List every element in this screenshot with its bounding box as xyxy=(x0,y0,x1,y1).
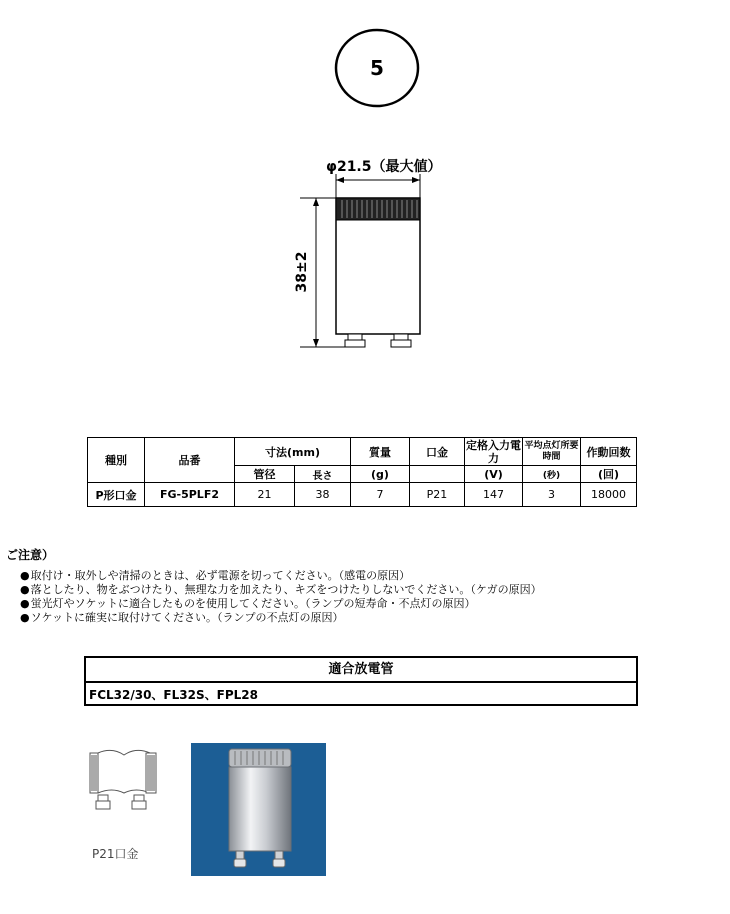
mass-unit: (g) xyxy=(351,466,410,483)
voltage-unit: (V) xyxy=(465,466,523,483)
cell-diameter: 21 xyxy=(235,483,295,507)
diameter-label: φ21.5（最大値） xyxy=(326,159,442,175)
glow-starter-photo-icon xyxy=(191,743,326,876)
cell-length: 38 xyxy=(295,483,351,507)
cell-model: FG-5PLF2 xyxy=(145,483,235,507)
cell-mass: 7 xyxy=(351,483,410,507)
header-dimensions: 寸法(mm) xyxy=(235,438,351,466)
base-unit-blank xyxy=(410,466,465,483)
caution-item: ● 落としたり、物をぶつけたり、無理な力を加えたり、キズをつけたりしないでください。（ケガの原因） xyxy=(20,583,542,597)
header-mass: 質量 xyxy=(351,438,410,466)
caution-item: ● ソケットに確実に取付けてください。（ランプの不点灯の原因） xyxy=(20,611,542,625)
table-row xyxy=(88,483,637,507)
header-rated-voltage: 定格入力電力 xyxy=(466,438,521,465)
header-avg-time: 平均点灯所要時間 xyxy=(523,438,581,466)
caution-title: ご注意） xyxy=(6,548,55,562)
cell-voltage: 147 xyxy=(465,483,523,507)
caution-item: ● 取付け・取外しや清掃のときは、必ず電源を切ってください。（感電の原因） xyxy=(20,569,542,583)
spec-table xyxy=(87,437,637,507)
p21-base-icon xyxy=(84,745,164,825)
header-diameter: 管径 xyxy=(235,466,295,483)
cell-base: P21 xyxy=(410,483,465,507)
header-length: 長さ xyxy=(295,466,351,483)
base-drawing xyxy=(84,745,164,825)
compatible-lamps-box xyxy=(84,656,638,706)
cycles-unit: (回) xyxy=(581,466,637,483)
header-cycles: 作動回数 xyxy=(581,438,637,466)
caution-item: ● 蛍光灯やソケットに適合したものを使用してください。（ランプの短寿命・不点灯の原因） xyxy=(20,597,542,611)
dimension-drawing xyxy=(290,150,460,360)
model-number-badge xyxy=(334,28,420,108)
compatible-lamps-value: FCL32/30、FL32S、FPL28 xyxy=(89,688,258,702)
time-unit: (秒) xyxy=(523,466,581,483)
base-label: P21口金 xyxy=(92,847,139,861)
height-label: 38±2 xyxy=(294,251,310,293)
header-model: 品番 xyxy=(145,438,235,483)
cell-time: 3 xyxy=(523,483,581,507)
badge-number: 5 xyxy=(370,56,384,80)
caution-list xyxy=(20,569,542,625)
cell-type: P形口金 xyxy=(88,483,145,507)
cell-cycles: 18000 xyxy=(581,483,637,507)
header-base: 口金 xyxy=(410,438,465,466)
starter-outline-drawing xyxy=(290,150,460,360)
product-photo xyxy=(191,743,326,876)
compatible-lamps-title: 適合放電管 xyxy=(86,658,636,683)
header-type: 種別 xyxy=(88,438,145,483)
